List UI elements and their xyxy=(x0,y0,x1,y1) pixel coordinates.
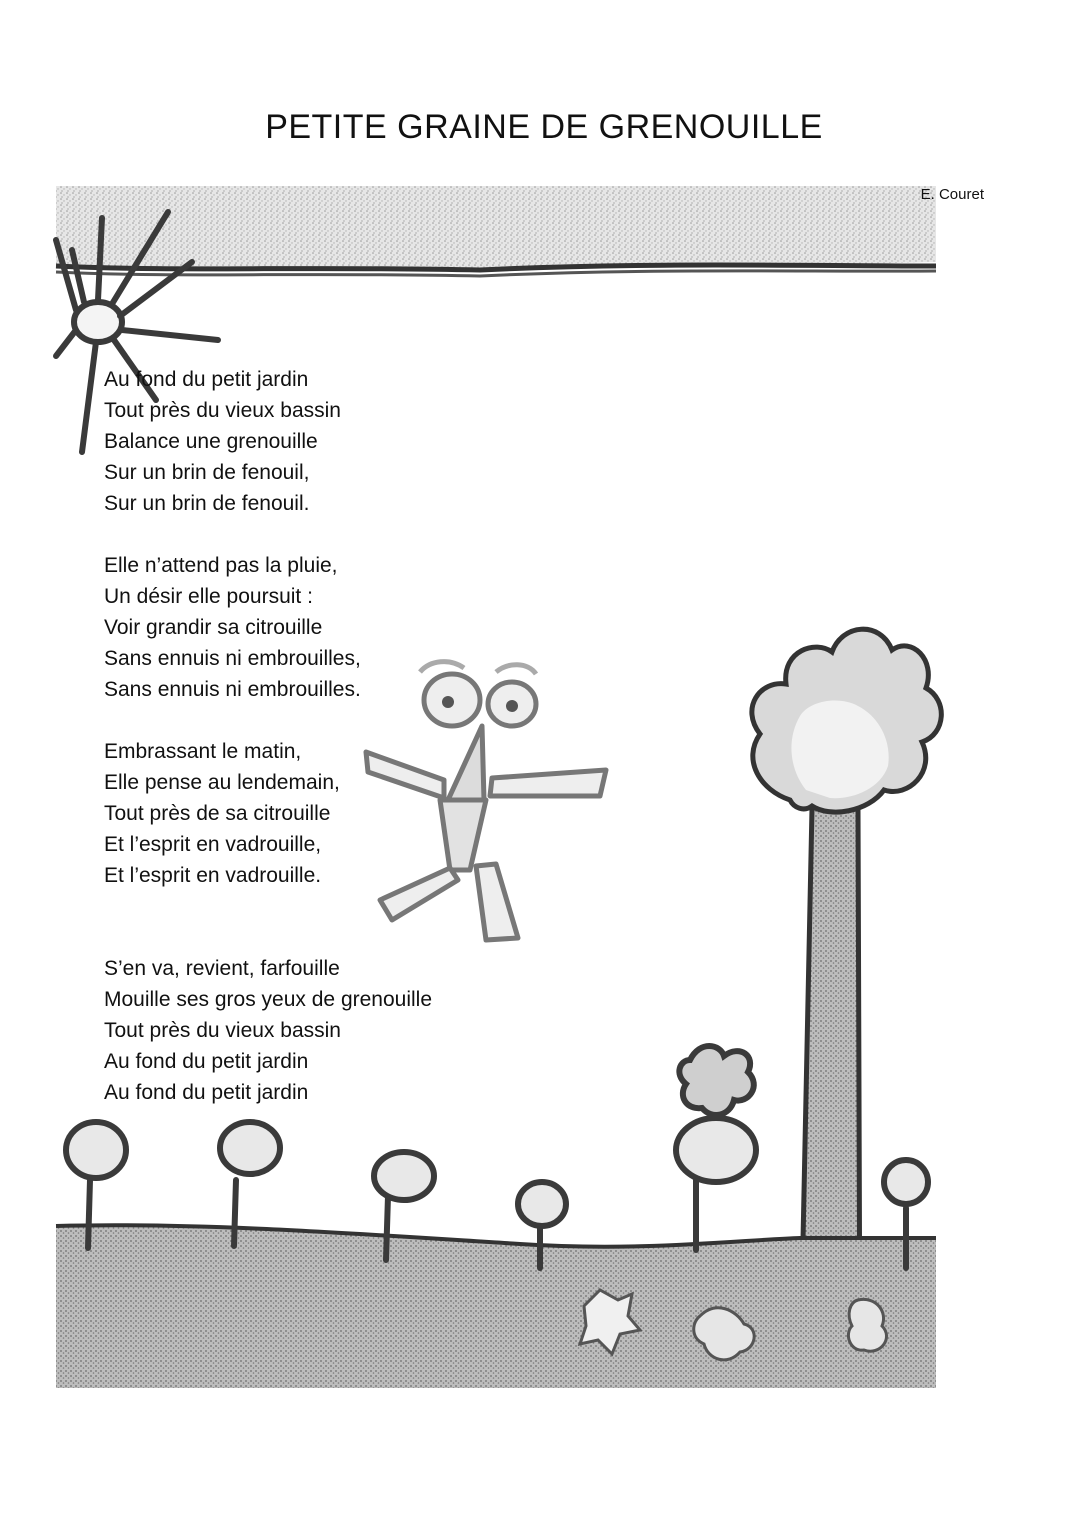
stanza-4 xyxy=(104,953,432,1108)
poem-body xyxy=(104,364,432,1108)
poem-line: S’en va, revient, farfouille xyxy=(104,957,340,980)
poem-line: Et l’esprit en vadrouille. xyxy=(104,864,322,887)
stanza-2 xyxy=(104,550,432,705)
poem-line: Un désir elle poursuit : xyxy=(104,585,313,608)
poem-line: Et l’esprit en vadrouille, xyxy=(104,833,322,856)
poem-line: Balance une grenouille xyxy=(104,430,318,453)
poem-line: Tout près de sa citrouille xyxy=(104,802,331,825)
poem-line: Sans ennuis ni embrouilles, xyxy=(104,647,361,670)
poem-line: Elle n’attend pas la pluie, xyxy=(104,554,338,577)
poem-line: Tout près du vieux bassin xyxy=(104,1019,341,1042)
poem-line: Embrassant le matin, xyxy=(104,740,302,763)
poem-line: Sans ennuis ni embrouilles. xyxy=(104,678,361,701)
poem-author: E. Couret xyxy=(920,186,984,203)
poem-line: Au fond du petit jardin xyxy=(104,1081,309,1104)
ground-drawing xyxy=(56,1225,936,1388)
poem-line: Sur un brin de fenouil. xyxy=(104,492,310,515)
poem-title: PETITE GRAINE DE GRENOUILLE xyxy=(265,108,823,146)
stanza-1 xyxy=(104,364,432,519)
poem-line: Au fond du petit jardin xyxy=(104,368,309,391)
poem-line: Voir grandir sa citrouille xyxy=(104,616,323,639)
poem-line: Au fond du petit jardin xyxy=(104,1050,309,1073)
poem-line: Tout près du vieux bassin xyxy=(104,399,341,422)
poem-line: Elle pense au lendemain, xyxy=(104,771,340,794)
poem-line: Sur un brin de fenouil, xyxy=(104,461,310,484)
stanza-3 xyxy=(104,736,432,891)
poem-line: Mouille ses gros yeux de grenouille xyxy=(104,988,433,1011)
